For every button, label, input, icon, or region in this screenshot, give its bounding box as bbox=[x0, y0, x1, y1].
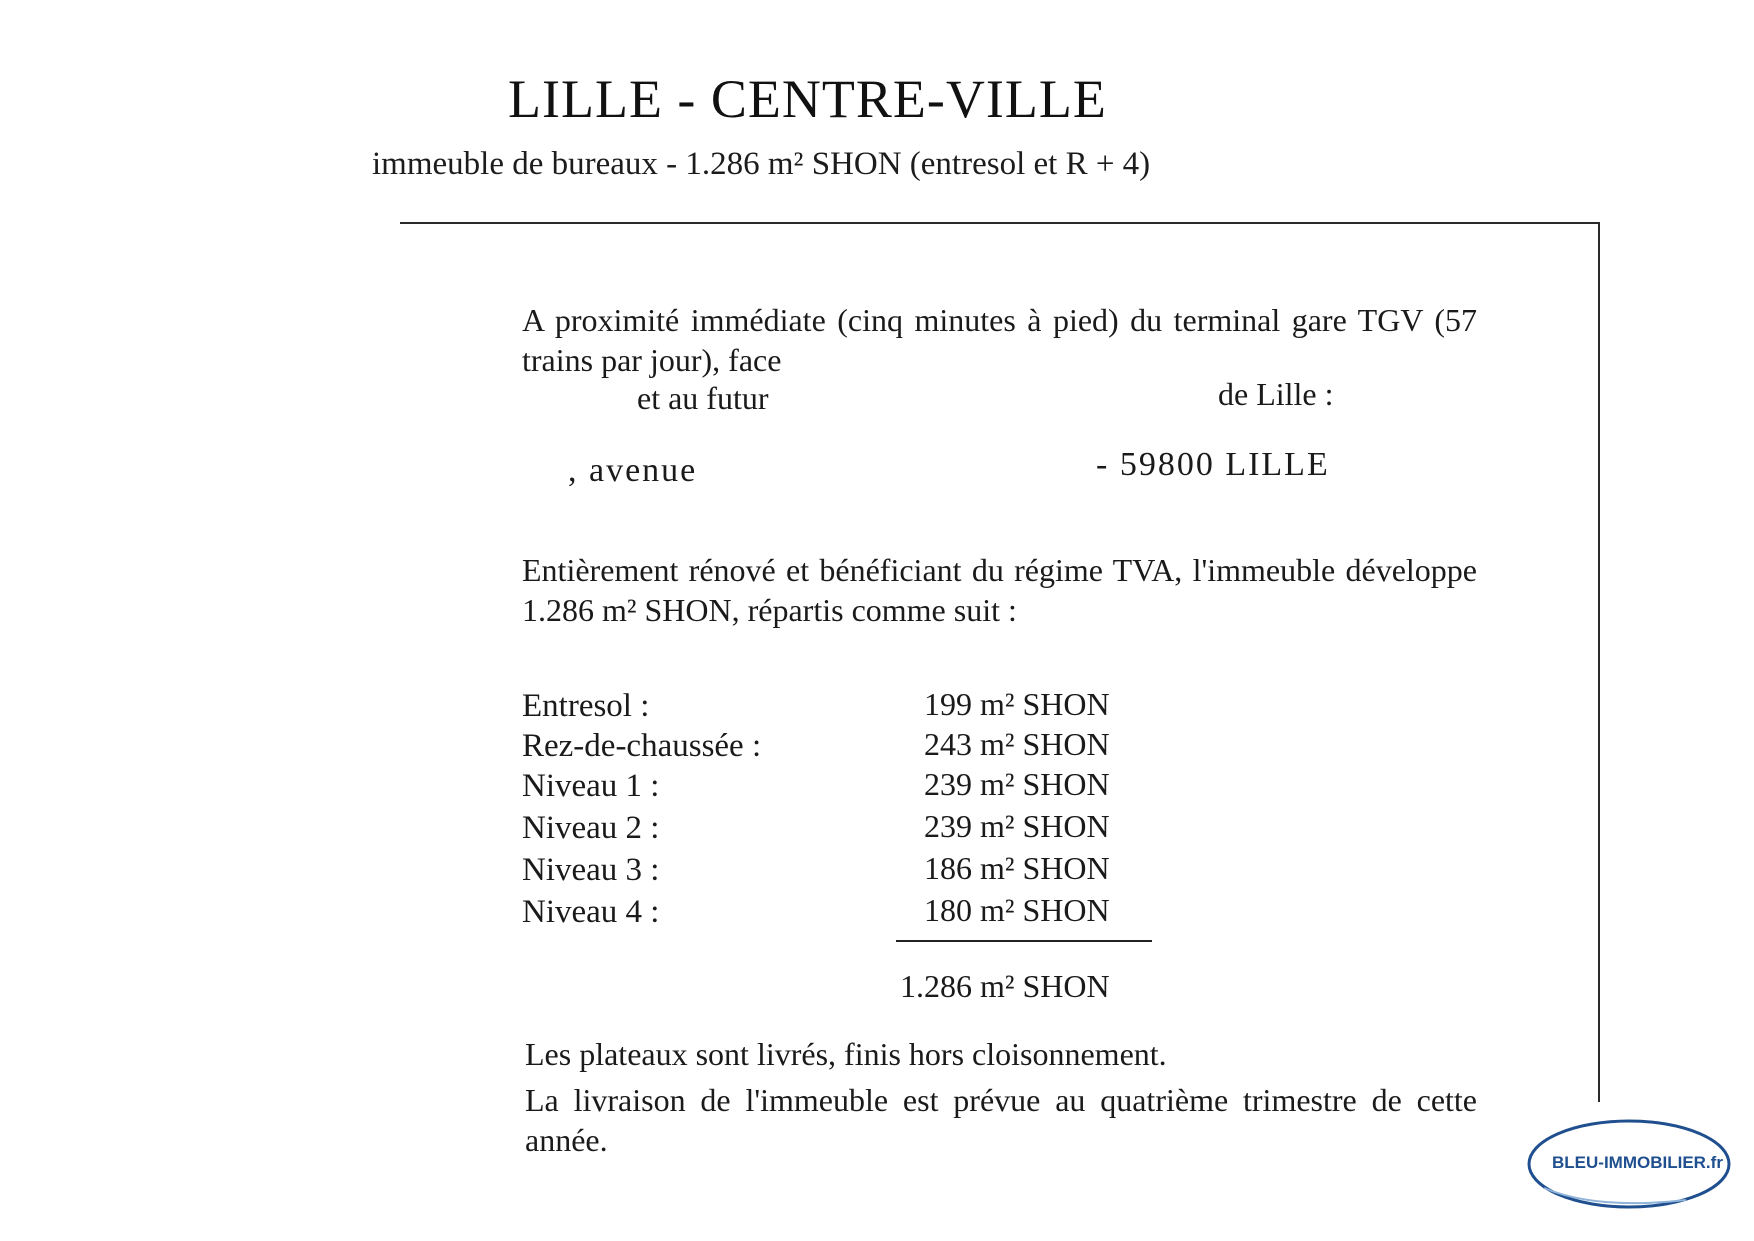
floor-value-rdc: 243 m² SHON bbox=[924, 726, 1110, 762]
document-subtitle: immeuble de bureaux - 1.286 m² SHON (entresol et R + 4) bbox=[372, 146, 1151, 182]
floor-label-niveau-4: Niveau 4 : bbox=[522, 894, 660, 930]
floor-value-niveau-4: 180 m² SHON bbox=[924, 892, 1110, 928]
address-street: , avenue bbox=[568, 452, 698, 489]
closing-line-1: Les plateaux sont livrés, finis hors cloisonnement. bbox=[525, 1036, 1167, 1072]
intro-paragraph: A proximité immédiate (cinq minutes à pied) du terminal gare TGV (57 trains par jour), face bbox=[522, 302, 1477, 378]
floor-value-niveau-3: 186 m² SHON bbox=[924, 850, 1110, 886]
frame-top-rule bbox=[400, 222, 1600, 224]
frame-right-rule bbox=[1598, 222, 1600, 1102]
description-paragraph: Entièrement rénové et bénéficiant du régime TVA, l'immeuble développe 1.286 m² SHON, répartis comme suit : bbox=[522, 552, 1477, 628]
floor-label-niveau-3: Niveau 3 : bbox=[522, 852, 660, 888]
floor-label-niveau-2: Niveau 2 : bbox=[522, 810, 660, 846]
floor-label-niveau-1: Niveau 1 : bbox=[522, 768, 660, 804]
floor-label-rdc: Rez-de-chaussée : bbox=[522, 728, 762, 764]
document-title: LILLE - CENTRE-VILLE bbox=[508, 69, 1107, 129]
floor-value-entresol: 199 m² SHON bbox=[924, 686, 1110, 722]
logo-text: BLEU-IMMOBILIER.fr bbox=[1552, 1153, 1723, 1172]
intro-line3-left: et au futur bbox=[637, 380, 769, 416]
intro-line3-right: de Lille : bbox=[1218, 376, 1334, 412]
total-value: 1.286 m² SHON bbox=[900, 968, 1110, 1004]
closing-paragraph: La livraison de l'immeuble est prévue au quatrième trimestre de cette année. bbox=[525, 1082, 1477, 1158]
sum-rule bbox=[896, 940, 1152, 942]
floor-value-niveau-1: 239 m² SHON bbox=[924, 766, 1110, 802]
floor-label-entresol: Entresol : bbox=[522, 688, 650, 724]
floor-value-niveau-2: 239 m² SHON bbox=[924, 808, 1110, 844]
address-city: - 59800 LILLE bbox=[1096, 446, 1330, 483]
